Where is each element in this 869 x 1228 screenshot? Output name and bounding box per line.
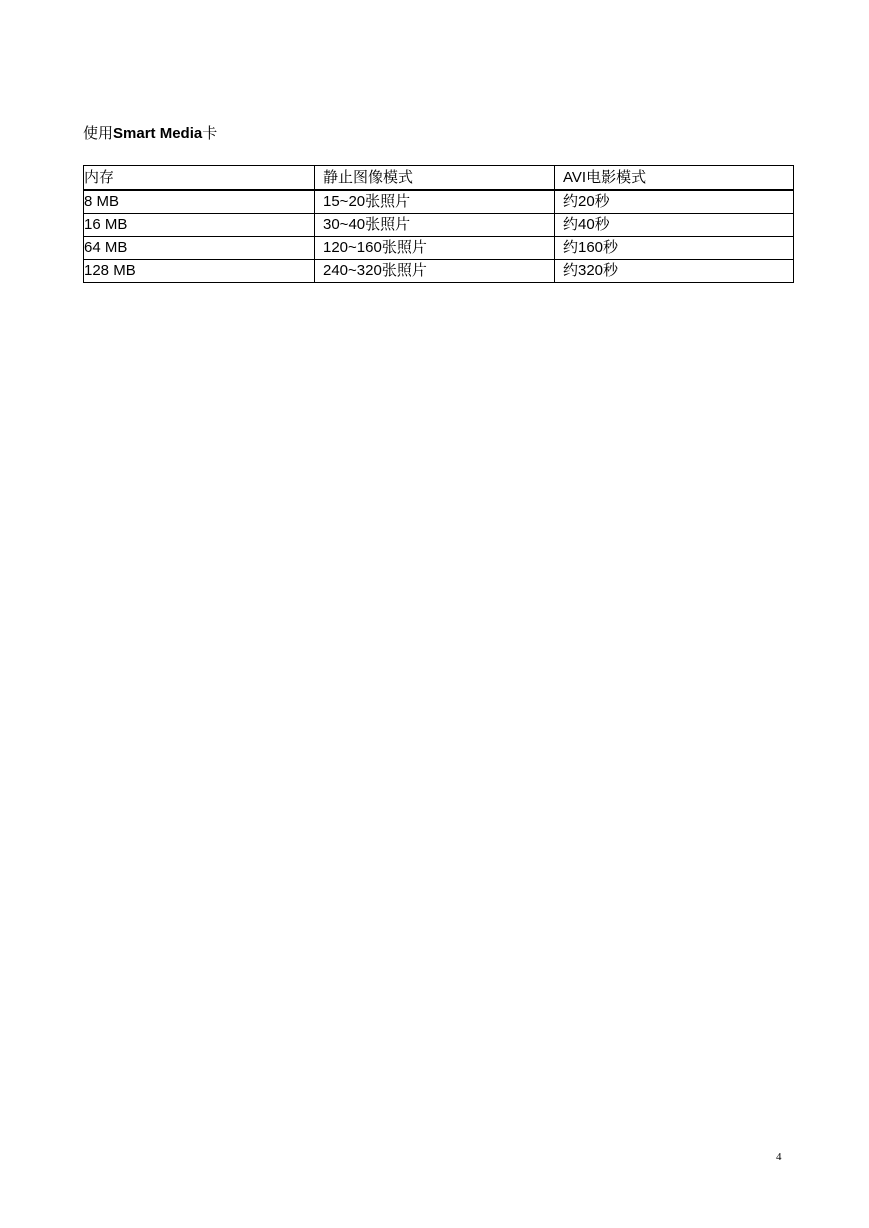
cell-still-images: 120~160张照片 — [315, 237, 555, 260]
cell-still-images: 30~40张照片 — [315, 214, 555, 237]
cell-movie-length: 约40秒 — [555, 214, 794, 237]
table-row — [84, 214, 794, 237]
cell-movie-length: 约320秒 — [555, 260, 794, 283]
page-number: 4 — [776, 1151, 782, 1163]
cell-still-images: 15~20张照片 — [315, 190, 555, 214]
cell-memory: 8 MB — [84, 190, 315, 214]
cell-memory: 64 MB — [84, 237, 315, 260]
table-row — [84, 237, 794, 260]
section-heading — [83, 124, 217, 144]
heading-card-name: Smart Media — [113, 125, 203, 142]
cell-memory: 128 MB — [84, 260, 315, 283]
cell-movie-length: 约160秒 — [555, 237, 794, 260]
heading-suffix: 卡 — [202, 125, 218, 142]
storage-capacity-table — [83, 165, 794, 283]
heading-prefix: 使用 — [83, 125, 114, 142]
cell-memory: 16 MB — [84, 214, 315, 237]
table-header-row — [84, 166, 794, 191]
table-row — [84, 260, 794, 283]
cell-still-images: 240~320张照片 — [315, 260, 555, 283]
cell-movie-length: 约20秒 — [555, 190, 794, 214]
header-still-image-mode: 静止图像模式 — [315, 166, 555, 191]
table-row — [84, 190, 794, 214]
header-memory: 内存 — [84, 166, 315, 191]
header-avi-movie-mode: AVI电影模式 — [555, 166, 794, 191]
